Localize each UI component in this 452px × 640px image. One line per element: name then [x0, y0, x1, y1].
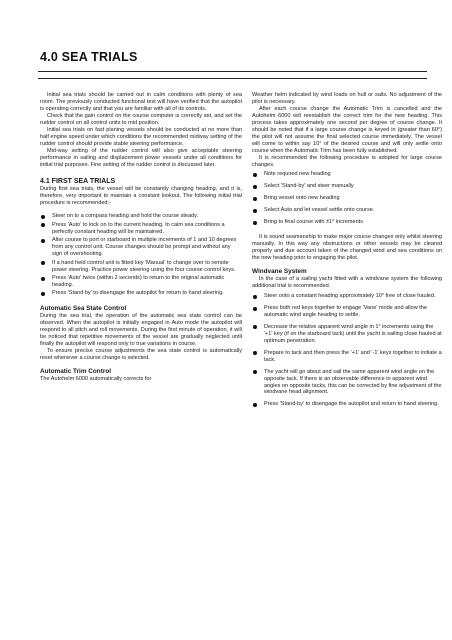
- trim-control-paragraph: The Autohelm 6000 automatically corrects for: [40, 375, 152, 382]
- list-item: Bring to final course with ±1° increments: [252, 219, 442, 226]
- sea-state-heading: Automatic Sea State Control: [40, 304, 127, 312]
- sea-state-paragraph-1: During the sea trial, the operation of the automatic sea state control can be observed. When the autopilot is initially engaged in Auto mode the autopilot will respond to all pitch and roll movements. During the first minute of operation, it will be noticed that repetitive movements of the vessel are gradually neglected until finally the autopilot will respond only to true variations in course.: [40, 312, 242, 347]
- bullet-icon: [41, 223, 45, 227]
- bullet-icon: [253, 185, 257, 189]
- course-change-list: [252, 171, 442, 226]
- list-item: Bring vessel onto new heading: [252, 195, 442, 202]
- intro-paragraph-2: Check that the gain control on the course computer is correctly set, and set the rudder control on all control units to mid position.: [40, 112, 242, 126]
- list-item: Select Auto and let vessel settle onto course.: [252, 207, 442, 214]
- first-sea-trials-heading: 4.1 FIRST SEA TRIALS: [40, 178, 116, 186]
- list-item: Select 'Stand-by' and steer manually: [252, 183, 442, 190]
- bullet-icon: [253, 173, 257, 177]
- list-item: Steer onto a constant heading approximately 10° free of close hauled.: [252, 293, 442, 300]
- list-item: Press 'Stand by' to disengage the autopilot for return to hand steering.: [40, 290, 242, 297]
- list-item: Press 'Stand-by' to disengage the autopilot and return to hand steering.: [252, 401, 442, 408]
- trim-paragraph-2: After each course change the Automatic Trim is cancelled and the Autohelm 6000 will reestablish the correct trim for the new heading. This process takes approximately one second per degree of course change. It should be noted that if a large course change is keyed in (greater than 60°) the pilot will not assume the final selected course immediately. The vessel will come to within say 10° of the desired course and will only settle onto course when the Automatic Trim has been fully established.: [252, 105, 442, 154]
- list-item: Press 'Auto' twice (within 2 seconds) to return to the original automatic heading.: [40, 275, 242, 289]
- list-item: Note required new heading: [252, 171, 442, 178]
- title-rule-top: [38, 71, 427, 72]
- bullet-icon: [253, 295, 257, 299]
- trial-procedure-list: [40, 213, 242, 297]
- bullet-icon: [253, 370, 257, 374]
- bullet-icon: [41, 239, 45, 243]
- bullet-icon: [253, 209, 257, 213]
- windvane-paragraph: In the case of a sailing yacht fitted with a windvane system the following additional trial is recommended.: [252, 276, 442, 290]
- bullet-icon: [41, 292, 45, 296]
- bullet-icon: [253, 403, 257, 407]
- bullet-icon: [41, 277, 45, 281]
- bullet-icon: [253, 221, 257, 225]
- bullet-icon: [41, 261, 45, 265]
- windvane-heading: Windvane System: [252, 268, 307, 276]
- bullet-icon: [253, 351, 257, 355]
- trim-paragraph-3: It is recommended the following procedure is adopted for large course changes.: [252, 154, 442, 168]
- right-column: [252, 92, 442, 413]
- intro-paragraph-1: Initial sea trials should be carried out in calm conditions with plenty of sea room. The previously conducted functional test will have verified that the autopilot is operating correctly and that you are familiar with all of its controls.: [40, 92, 242, 112]
- bullet-icon: [253, 307, 257, 311]
- intro-paragraph-3: Initial sea trials on fast planing vessels should be conducted at no more than half engine speed under which conditions the recommended midway setting of the rudder control should provide stable steering performance.: [40, 126, 242, 147]
- trim-paragraph-1: Weather helm indicated by wind loads on hull or sails. No adjustment of the pilot is necessary.: [252, 92, 442, 105]
- intro-paragraph-4: Mid-way setting of the rudder control will also give acceptable steering performance in sailing and displacement power vessels under all conditions for initial trial purposes. Fine setting of the rudder control is discussed later.: [40, 147, 242, 168]
- first-sea-trials-paragraph: During first sea trials, the vessel will be constantly changing heading, and it is, therefore, very important to maintain a constant lookout. The following initial trial procedure is recommended:-: [40, 186, 242, 207]
- title-rule-bottom: [38, 78, 427, 79]
- list-item: Steer on to a compass heading and hold the course steady.: [40, 213, 242, 220]
- list-item: Press 'Auto' to lock on to the current heading. In calm sea conditions a perfectly constant heading will be maintained.: [40, 222, 242, 236]
- bullet-icon: [253, 325, 257, 329]
- bullet-icon: [253, 197, 257, 201]
- list-item: Press both red keys together to engage 'Vane' mode and allow the automatic wind angle heading to settle.: [252, 305, 442, 319]
- left-column: [40, 92, 242, 382]
- bullet-icon: [41, 215, 45, 219]
- list-item: If a hand held control unit is fitted key 'Manual' to change over to remote power steering. Practice power steering using the four course control keys.: [40, 260, 242, 274]
- sea-state-paragraph-2: To ensure precise course adjustments the sea state control is automatically reset whenever a course change is selected.: [40, 347, 242, 361]
- list-item: Decrease the relative apparent wind angle in 1° increments using the '+1' key (if on the starboard tack) until the yacht is sailing close hauled at optimum penetration.: [252, 324, 442, 345]
- trim-control-heading: Automatic Trim Control: [40, 367, 112, 375]
- list-item: Prepare to tack and then press the '+1' and '-1' keys together to initiate a tack.: [252, 350, 442, 364]
- section-title: 4.0 SEA TRIALS: [40, 50, 138, 64]
- list-item: The yacht will go about and sail the same apparent wind angle on the opposite tack. If there is an observable difference in apparent wind angles on opposite tacks, this can be corrected by fine adjustment of the windvane head alignment.: [252, 369, 442, 397]
- seamanship-paragraph: It is sound seamanship to make major course changes only whilst steering manually. In this way any obstructions or other vessels may be cleared properly and due account taken of the changed wind and sea conditions on the new heading prior to engaging the pilot.: [252, 234, 442, 262]
- list-item: Alter course to port or starboard in multiple increments of 1 and 10 degrees from any control unit. Course changes should be prompt and without any sign of overshooting.: [40, 237, 242, 258]
- windvane-trial-list: [252, 293, 442, 408]
